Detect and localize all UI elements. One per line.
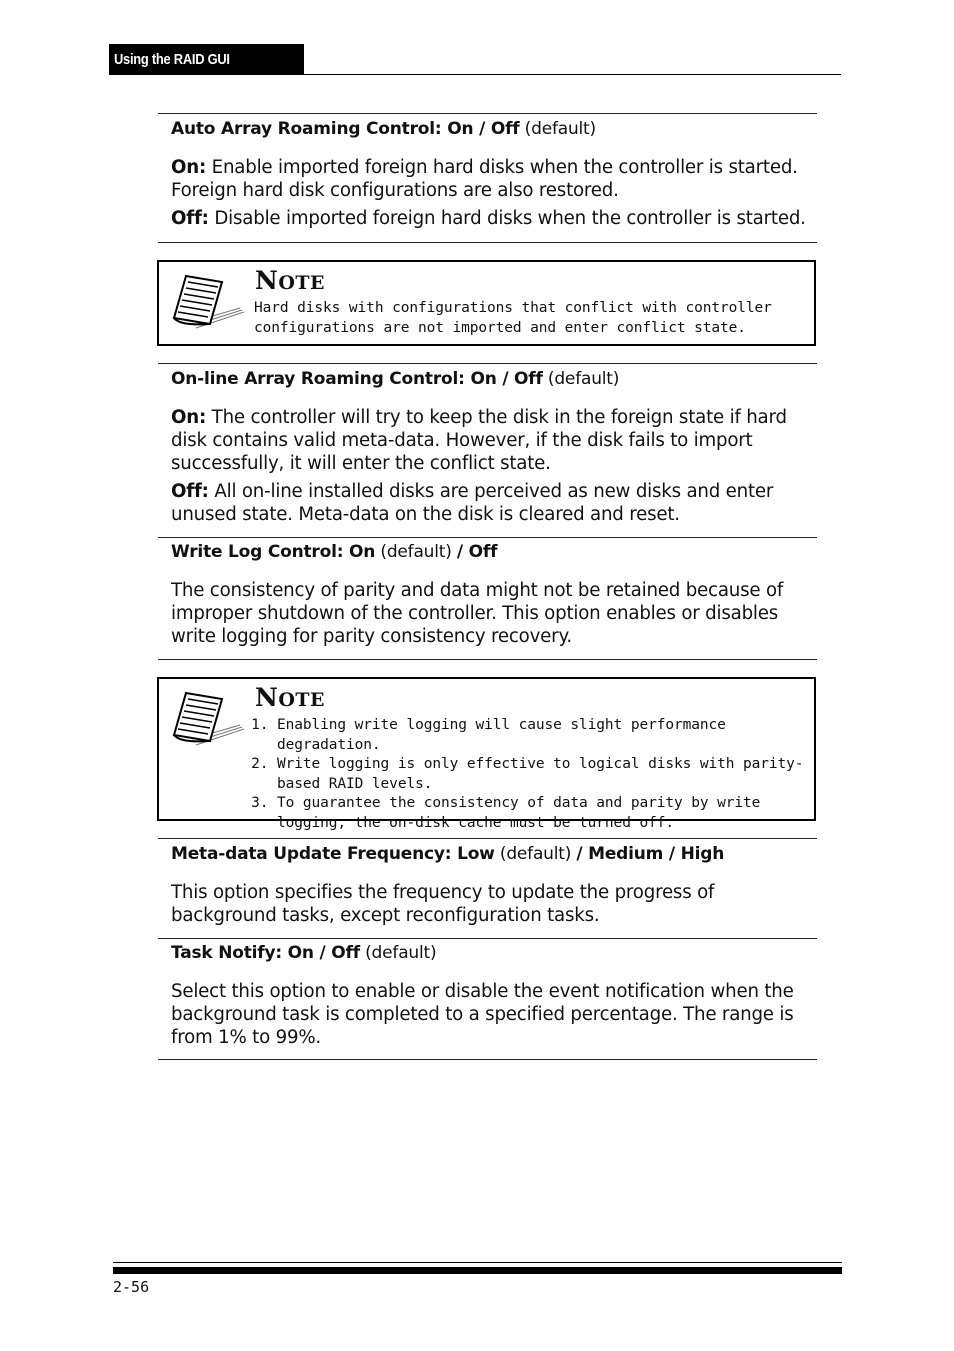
heading-bold: Meta-data Update Frequency: Low xyxy=(171,844,495,864)
note-title: NOTE xyxy=(255,683,326,712)
on-text: Enable imported foreign hard disks when the controller is started. Foreign hard disk configurations are also restored. xyxy=(171,157,798,201)
heading-default: (default) xyxy=(375,542,457,562)
task-notify-text: Select this option to enable or disable the event notification when the background task is completed to a specified percentage. The range is from 1% to 99%. xyxy=(171,981,794,1048)
heading-bold: Auto Array Roaming Control: On / Off xyxy=(171,119,520,139)
note-list-item: 1. Enabling write logging will cause slight performance degradation. xyxy=(277,716,808,755)
footer-rule-thin xyxy=(113,1262,842,1263)
heading-default: (default) xyxy=(519,119,596,139)
write-log-text: The consistency of parity and data might not be retained because of improper shutdown of the controller. This option enables or disables write logging for parity consistency recovery. xyxy=(171,580,784,647)
task-notify-heading xyxy=(171,942,816,965)
header-tab xyxy=(109,44,304,75)
online-roaming-off xyxy=(171,480,816,526)
off-label: Off: xyxy=(171,481,209,502)
section-divider xyxy=(158,659,817,660)
on-label: On: xyxy=(171,407,207,428)
on-text: The controller will try to keep the disk in the foreign state if hard disk contains valid meta-data. However, if the disk fails to import successfully, it will enter the conflict state. xyxy=(171,407,787,474)
heading-bold: Task Notify: On / Off xyxy=(171,943,360,963)
online-roaming-on xyxy=(171,406,816,475)
off-text: All on-line installed disks are perceived as new disks and enter unused state. Meta-data on the disk is cleared and reset. xyxy=(171,481,774,525)
section-divider xyxy=(158,113,817,114)
heading-bold: Write Log Control: On xyxy=(171,542,376,562)
off-text: Disable imported foreign hard disks when the controller is started. xyxy=(208,208,806,229)
note-text: Hard disks with configurations that conflict with controller configurations are not imported and enter conflict state. xyxy=(254,300,772,336)
heading-bold: On-line Array Roaming Control: On / Off xyxy=(171,369,543,389)
section-divider xyxy=(158,838,817,839)
note-list-item: 2. Write logging is only effective to logical disks with parity-based RAID levels. xyxy=(277,755,808,794)
header-title: Using the RAID GUI xyxy=(114,51,230,68)
notepad-icon xyxy=(166,687,246,747)
heading-default: (default) xyxy=(494,844,577,864)
metadata-text: This option specifies the frequency to update the progress of background tasks, except reconfiguration tasks. xyxy=(171,882,715,926)
section-divider xyxy=(158,363,817,364)
footer-rule-thick xyxy=(113,1267,842,1274)
note-list-item: 3. To guarantee the consistency of data and parity by write logging, the on-disk cache must be turned off. xyxy=(277,794,808,833)
header-rule xyxy=(304,74,841,75)
write-log-heading xyxy=(171,541,816,564)
section-divider xyxy=(158,537,817,538)
auto-roaming-heading xyxy=(171,118,816,141)
auto-roaming-off xyxy=(171,207,816,230)
off-label: Off: xyxy=(171,208,209,229)
heading-default: (default) xyxy=(359,943,437,963)
heading-default: (default) xyxy=(542,369,620,389)
notepad-icon xyxy=(166,270,246,330)
on-label: On: xyxy=(171,157,207,178)
note-title: NOTE xyxy=(255,266,326,295)
page-number: 2-56 xyxy=(113,1278,150,1296)
heading-bold-options: / Medium / High xyxy=(576,844,725,864)
metadata-heading xyxy=(171,843,816,866)
section-divider xyxy=(158,242,817,243)
note-box xyxy=(157,677,816,831)
section-divider xyxy=(158,938,817,939)
online-roaming-heading xyxy=(171,368,816,391)
note-box xyxy=(157,260,816,346)
auto-roaming-on xyxy=(171,156,816,202)
heading-bold-off: / Off xyxy=(456,542,498,562)
note-list xyxy=(254,716,808,833)
section-divider xyxy=(158,1059,817,1060)
